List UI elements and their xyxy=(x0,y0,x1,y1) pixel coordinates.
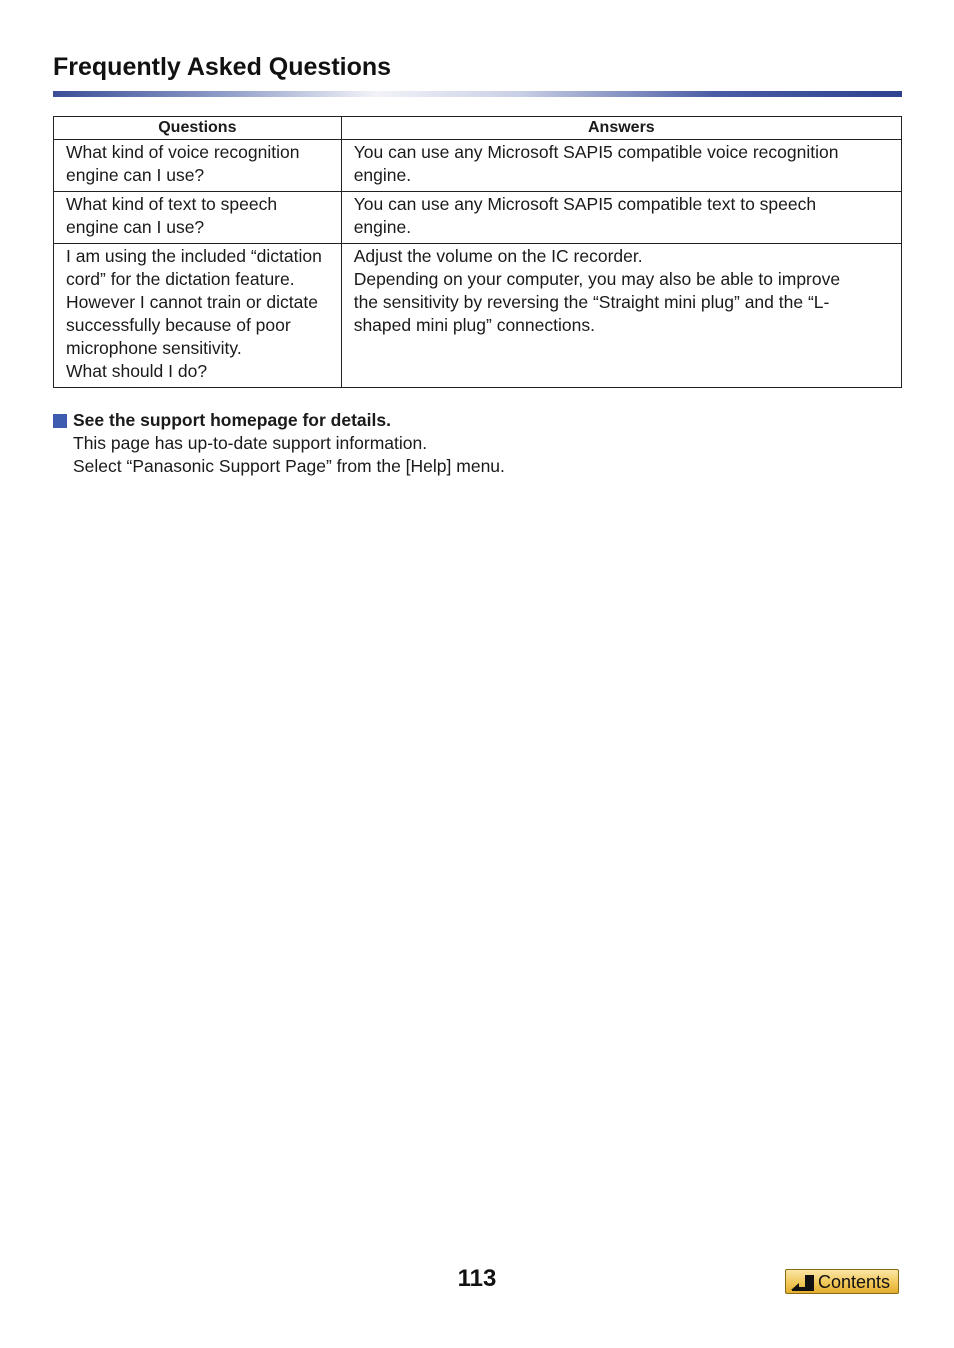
answer-text: shaped mini plug” connections. xyxy=(353,315,595,335)
answer-text: You can use any Microsoft SAPI5 compatible text to speech xyxy=(353,194,817,214)
return-arrow-icon xyxy=(790,1272,816,1292)
title-divider xyxy=(53,91,902,97)
question-text: What kind of text to speech xyxy=(66,194,278,214)
question-text: successfully because of poor xyxy=(66,315,291,335)
square-bullet-icon xyxy=(53,414,67,428)
table-row xyxy=(54,244,902,388)
page-number: 113 xyxy=(457,1265,497,1292)
question-cell xyxy=(54,140,342,192)
support-heading xyxy=(53,409,505,432)
faq-table xyxy=(53,116,902,388)
question-text: I am using the included “dictation xyxy=(66,246,322,266)
answer-text: You can use any Microsoft SAPI5 compatible voice recognition xyxy=(353,142,839,162)
answer-cell xyxy=(341,192,901,244)
support-text: Select “Panasonic Support Page” from the [Help] menu. xyxy=(73,456,505,476)
support-note xyxy=(53,409,505,478)
question-text: microphone sensitivity. xyxy=(66,338,242,358)
answer-text: the sensitivity by reversing the “Straight mini plug” and the “L- xyxy=(353,292,830,312)
table-header-row xyxy=(54,117,902,140)
answer-text: Adjust the volume on the IC recorder. xyxy=(353,246,643,266)
question-text: However I cannot train or dictate xyxy=(66,292,318,312)
question-text: What should I do? xyxy=(66,361,208,381)
table-row xyxy=(54,140,902,192)
question-cell xyxy=(54,192,342,244)
table-row xyxy=(54,192,902,244)
answer-text: engine. xyxy=(353,165,412,185)
question-text: engine can I use? xyxy=(66,217,205,237)
question-text: engine can I use? xyxy=(66,165,205,185)
questions-column-header: Questions xyxy=(54,117,342,140)
support-heading-text: See the support homepage for details. xyxy=(73,410,391,430)
contents-button[interactable] xyxy=(785,1269,899,1294)
question-text: cord” for the dictation feature. xyxy=(66,269,295,289)
contents-button-label: Contents xyxy=(818,1271,891,1292)
page-title: Frequently Asked Questions xyxy=(53,53,392,81)
answer-cell xyxy=(341,244,901,388)
answer-cell xyxy=(341,140,901,192)
question-text: What kind of voice recognition xyxy=(66,142,300,162)
support-text: This page has up-to-date support information. xyxy=(73,433,428,453)
answer-text: Depending on your computer, you may also be able to improve xyxy=(353,269,841,289)
question-cell xyxy=(54,244,342,388)
answers-column-header: Answers xyxy=(341,117,901,140)
answer-text: engine. xyxy=(353,217,412,237)
